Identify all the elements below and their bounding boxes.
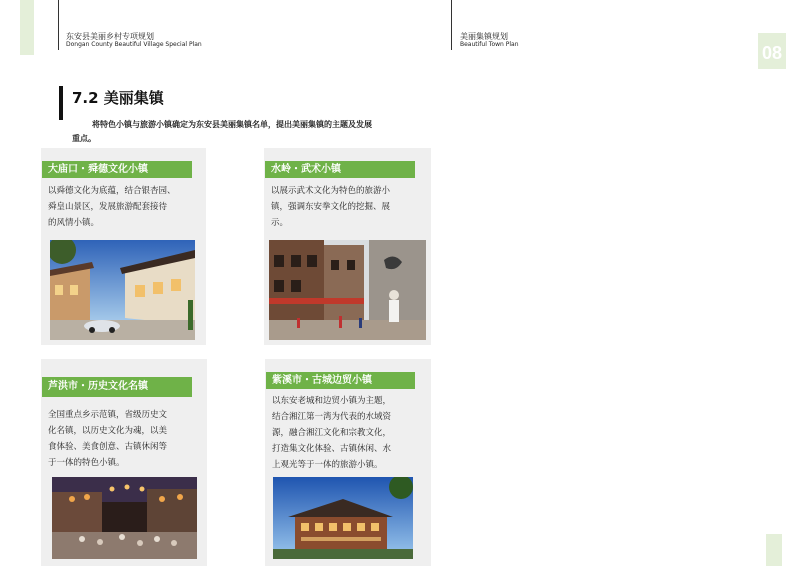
card-text-line: 化名镇，以历史文化为魂，以美 xyxy=(48,426,168,436)
card-text-line: 的风情小镇。 xyxy=(48,218,100,228)
header-right-title: 美丽集镇规划 xyxy=(460,32,508,41)
card-text-line: 结合湘江第一湾为代表的水域资 xyxy=(272,412,392,422)
card-text-line: 全国重点乡示范镇，省级历史文 xyxy=(48,410,168,420)
section-intro-line-2: 重点。 xyxy=(72,134,96,143)
corner-accent-bar-bottom xyxy=(766,534,782,566)
section-intro-line-1: 将特色小镇与旅游小镇确定为东安县美丽集镇名单，提出美丽集镇的主题及发展 xyxy=(92,120,372,129)
header-left-title: 东安县美丽乡村专项规划 xyxy=(66,32,154,41)
card-text-line: 上观光等于一体的旅游小镇。 xyxy=(272,460,383,470)
header-divider-right xyxy=(451,0,452,50)
card-text-line: 以东安老城和边贸小镇为主题， xyxy=(272,396,392,406)
card-text-line: 食体验、美食创意、古镇休闲等 xyxy=(48,442,168,452)
card-text-line: 舜皇山景区，发展旅游配套接待 xyxy=(48,202,168,212)
town-card-shuiling xyxy=(264,148,431,345)
card-text-line: 源，融合湘江文化和宗教文化， xyxy=(272,428,392,438)
town-photo-shuiling xyxy=(269,240,426,340)
card-title: 紫溪市・古城边贸小镇 xyxy=(266,372,415,389)
page-number: 08 xyxy=(758,33,786,69)
town-photo-luhongshi xyxy=(52,477,197,559)
town-card-luhongshi xyxy=(41,359,207,566)
section-marker xyxy=(59,86,63,120)
card-title: 大庙口・舜德文化小镇 xyxy=(42,161,192,178)
card-text-line: 镇，强调东安拳文化的挖掘、展 xyxy=(271,202,391,212)
corner-accent-bar xyxy=(20,0,34,55)
card-text-line: 打造集文化体验、古镇休闲、水 xyxy=(272,444,392,454)
header-divider-left xyxy=(58,0,59,50)
card-text-line: 于一体的特色小镇。 xyxy=(48,458,125,468)
card-text-line: 以舜德文化为底蕴，结合银杏园、 xyxy=(48,186,176,196)
card-title: 芦洪市・历史文化名镇 xyxy=(42,377,192,397)
town-card-damiaokou xyxy=(41,148,206,345)
town-card-zixishi xyxy=(265,359,431,566)
card-title: 水岭・武术小镇 xyxy=(265,161,415,178)
header-left-subtitle: Dongan County Beautiful Village Special Plan xyxy=(66,41,202,48)
section-title: 7.2 美丽集镇 xyxy=(72,89,164,107)
header-right-subtitle: Beautiful Town Plan xyxy=(460,41,519,48)
card-text-line: 示。 xyxy=(271,218,289,228)
card-text-line: 以展示武术文化为特色的旅游小 xyxy=(271,186,391,196)
town-photo-damiaokou xyxy=(50,240,195,340)
town-photo-zixishi xyxy=(273,477,413,559)
